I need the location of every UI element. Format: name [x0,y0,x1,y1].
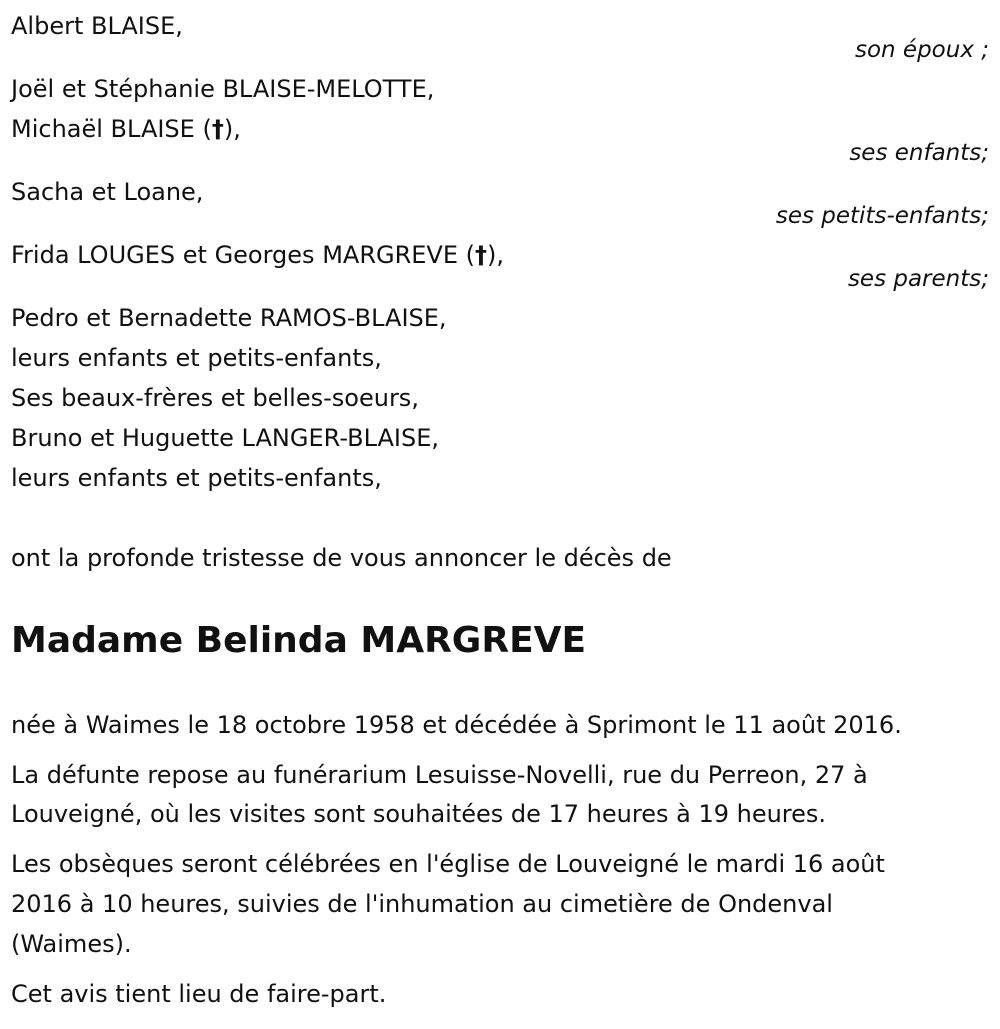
family-line-child-2 [11,114,241,144]
child-2-suffix: ), [223,115,241,143]
visitation-line: La défunte repose au funérarium Lesuisse-Novelli, rue du Perreon, 27 à [11,761,868,789]
birth-death-text: née à Waimes le 18 octobre 1958 et décédée à Sprimont le 11 août 2016. [11,711,902,739]
family-other-line: Bruno et Huguette LANGER-BLAISE, [11,424,440,452]
closing-text: Cet avis tient lieu de faire-part. [11,980,387,1008]
family-line-spouse: Albert BLAISE, [11,12,183,40]
announcement-text: ont la profonde tristesse de vous annoncer le décès de [11,544,672,572]
cross-icon: † [475,241,488,269]
child-2-name: Michaël BLAISE ( [11,115,212,143]
family-line-child-1: Joël et Stéphanie BLAISE-MELOTTE, [11,75,435,103]
funeral-line: 2016 à 10 heures, suivies de l'inhumation au cimetière de Ondenval [11,890,833,918]
funeral-line: (Waimes). [11,930,132,958]
family-other-line: Ses beaux-frères et belles-soeurs, [11,384,419,412]
deceased-name: Madame Belinda MARGREVE [11,620,587,661]
visitation-line: Louveigné, où les visites sont souhaitées de 17 heures à 19 heures. [11,800,827,828]
role-children: ses enfants; [849,140,989,166]
role-grandchildren: ses petits-enfants; [775,203,989,229]
parents-name: Frida LOUGES et Georges MARGREVE ( [11,241,476,269]
cross-icon: † [211,115,224,143]
family-other-line: leurs enfants et petits-enfants, [11,344,382,372]
family-other-line: Pedro et Bernadette RAMOS-BLAISE, [11,304,447,332]
role-spouse: son époux ; [854,37,989,63]
family-line-parents [11,240,504,270]
family-other-line: leurs enfants et petits-enfants, [11,464,382,492]
family-line-grandchildren: Sacha et Loane, [11,178,204,206]
role-parents: ses parents; [847,266,989,292]
parents-suffix: ), [487,241,505,269]
funeral-line: Les obsèques seront célébrées en l'église de Louveigné le mardi 16 août [11,850,885,878]
